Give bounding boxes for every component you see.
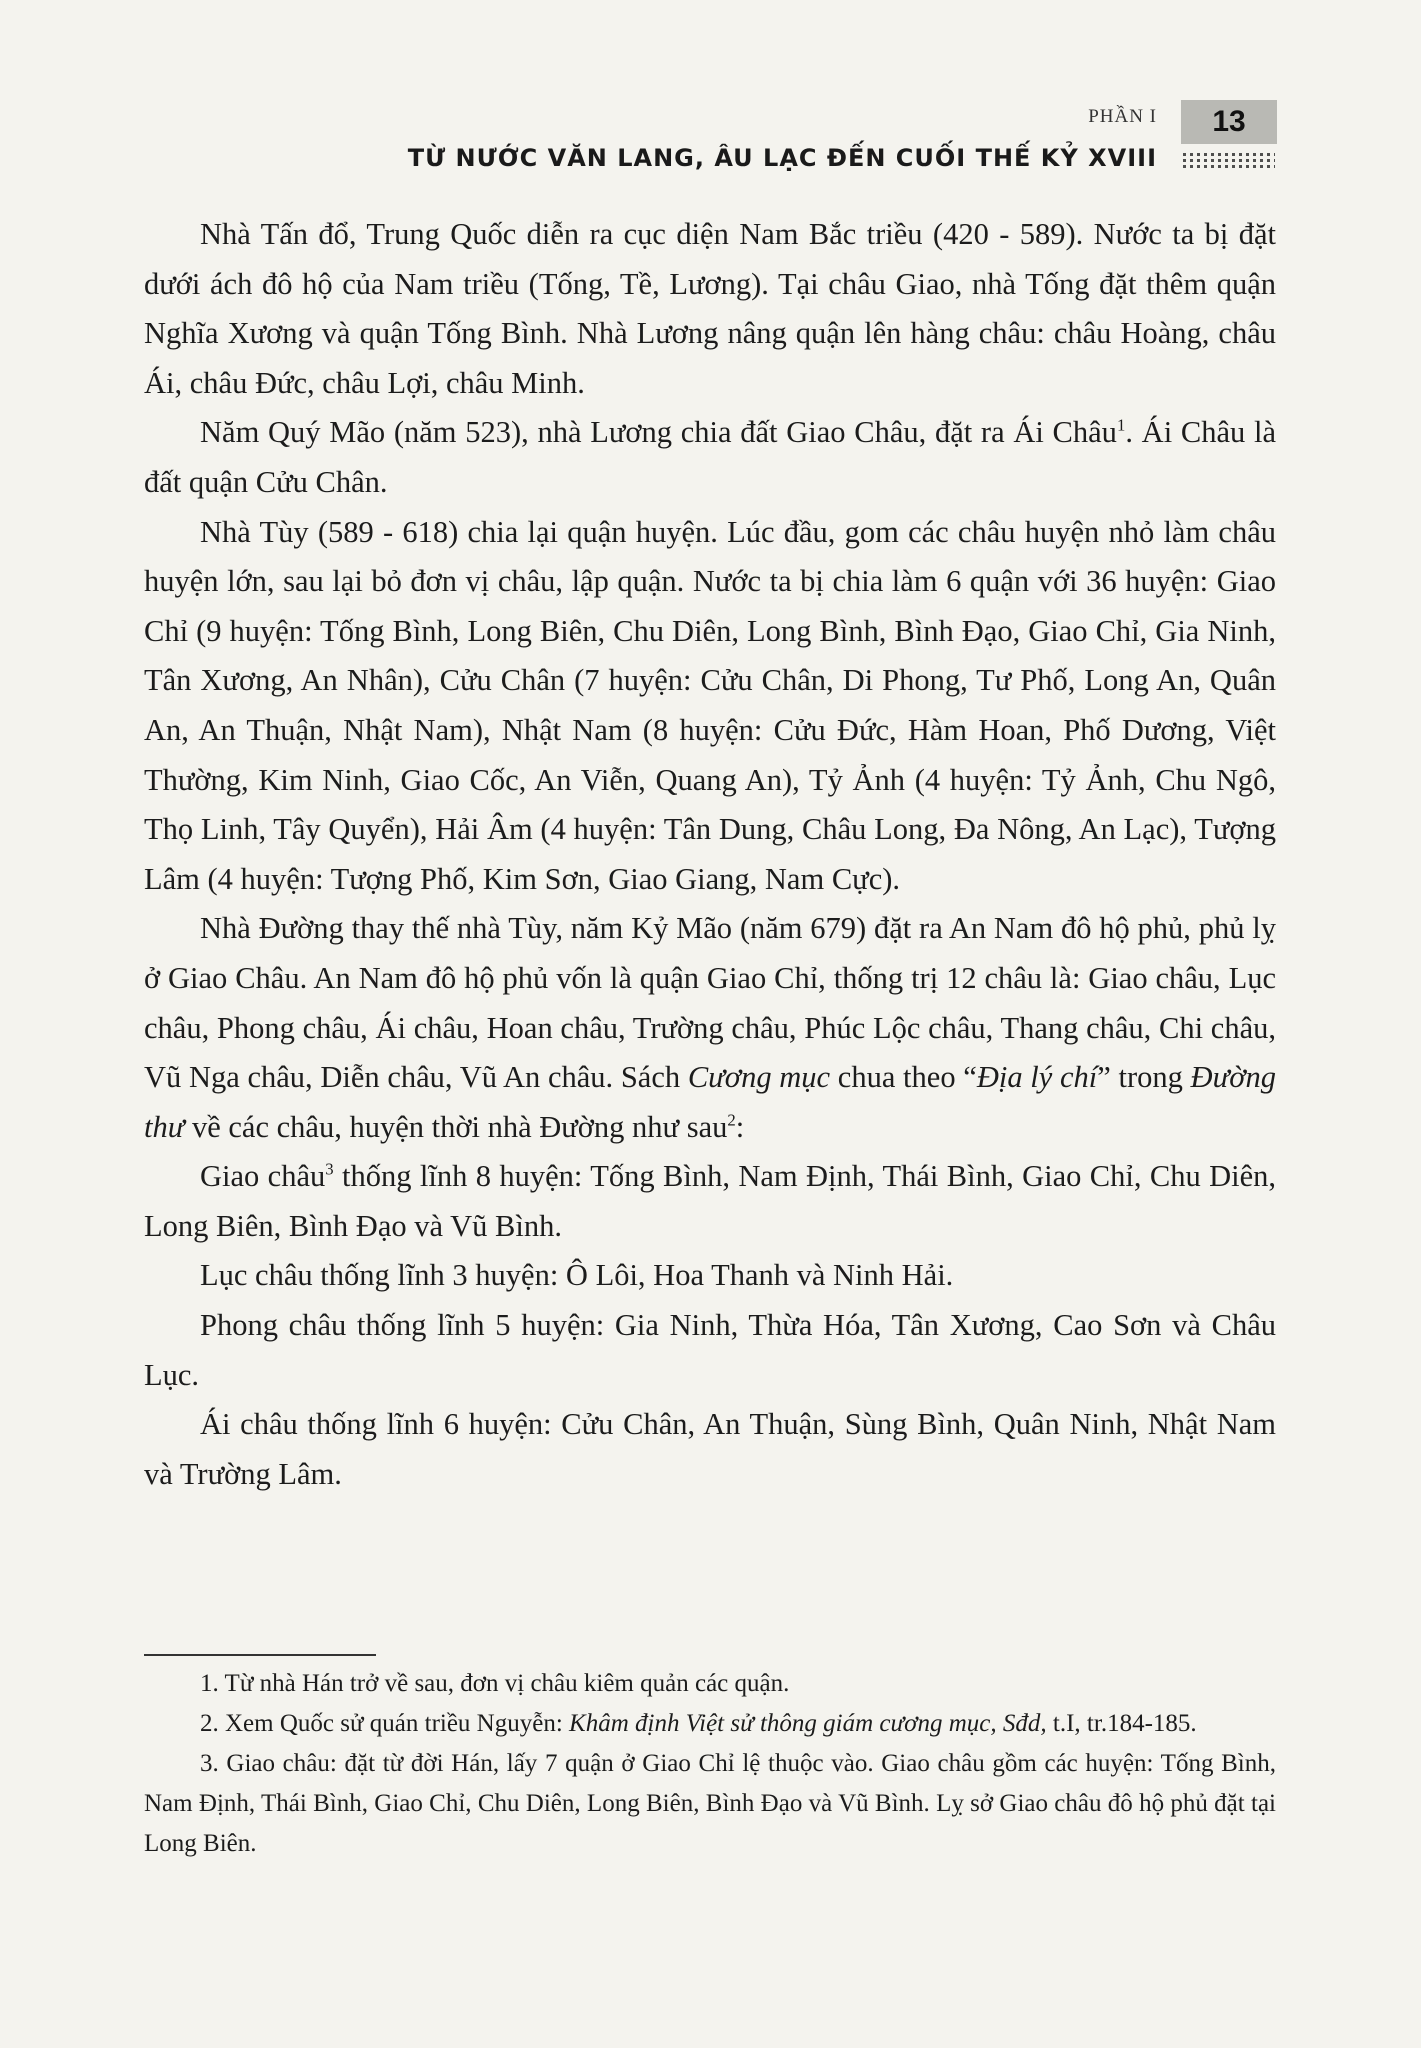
text-run: Giao châu (200, 1159, 326, 1194)
text-run: Năm Quý Mão (năm 523), nhà Lương chia đất Giao Châu, đặt ra Ái Châu (200, 415, 1117, 450)
footnote: 1. Từ nhà Hán trở về sau, đơn vị châu kiêm quản các quận. (200, 1670, 790, 1697)
paragraph: Lục châu thống lĩnh 3 huyện: Ô Lôi, Hoa Thanh và Ninh Hải. (200, 1258, 954, 1293)
main-text (144, 210, 1276, 1499)
running-header (277, 100, 1277, 180)
page-number: 13 (1181, 100, 1277, 144)
text-run: . Ái Châu là đất quận Cửu Chân. (144, 415, 1276, 499)
footnote-ref: 3 (325, 1159, 334, 1179)
text-run: Nhà Đường thay thế nhà Tùy, năm Kỷ Mão (năm 679) đặt ra An Nam đô hộ phủ, phủ lỵ ở Giao Châu. An Nam đô hộ phủ vốn là quận Giao Chỉ, thống trị 12 châu là: Giao châu, Lục châu, Phong châu, Ái châu, Hoan châu, Trường châu, Phúc Lộc châu, Thang châu, Chi châu, Vũ Nga châu, Diễn châu, Vũ An châu. Sách (144, 911, 1276, 1095)
italic-title: Cương mục (687, 1060, 831, 1095)
text-run: t.I, tr.184-185. (1046, 1710, 1197, 1737)
paragraph (144, 408, 1276, 507)
paragraph: Nhà Tùy (589 - 618) chia lại quận huyện. Lúc đầu, gom các châu huyện nhỏ làm châu huyện lớn, sau lại bỏ đơn vị châu, lập quận. Nước ta bị chia làm 6 quận với 36 huyện: Giao Chỉ (9 huyện: Tống Bình, Long Biên, Chu Diên, Long Bình, Bình Đạo, Giao Chỉ, Gia Ninh, Tân Xương, An Nhân), Cửu Chân (7 huyện: Cửu Chân, Di Phong, Tư Phố, Long An, Quân An, An Thuận, Nhật Nam), Nhật Nam (8 huyện: Cửu Đức, Hàm Hoan, Phố Dương, Việt Thường, Kim Ninh, Giao Cốc, An Viễn, Quang An), Tỷ Ảnh (4 huyện: Tỷ Ảnh, Chu Ngô, Thọ Linh, Tây Quyển), Hải Âm (4 huyện: Tân Dung, Châu Long, Đa Nông, An Lạc), Tượng Lâm (4 huyện: Tượng Phố, Kim Sơn, Giao Giang, Nam Cực). (144, 514, 1276, 896)
paragraph: Nhà Tấn đổ, Trung Quốc diễn ra cục diện Nam Bắc triều (420 - 589). Nước ta bị đặt dưới ách đô hộ của Nam triều (Tống, Tề, Lương). Tại châu Giao, nhà Tống đặt thêm quận Nghĩa Xương và quận Tống Bình. Nhà Lương nâng quận lên hàng châu: châu Hoàng, châu Ái, châu Đức, châu Lợi, châu Minh. (144, 217, 1276, 400)
paragraph (144, 904, 1276, 1152)
text-run: về các châu, huyện thời nhà Đường như sau (184, 1109, 728, 1144)
paragraph: Ái châu thống lĩnh 6 huyện: Cửu Chân, An Thuận, Sùng Bình, Quân Ninh, Nhật Nam và Trường Lâm. (144, 1407, 1276, 1491)
paragraph: Phong châu thống lĩnh 5 huyện: Gia Ninh, Thừa Hóa, Tân Xương, Cao Sơn và Châu Lục. (144, 1308, 1276, 1392)
italic-title: Khâm định Việt sử thông giám cương mục, Sđd, (569, 1710, 1047, 1737)
text-run: thống lĩnh 8 huyện: Tống Bình, Nam Định, Thái Bình, Giao Chỉ, Chu Diên, Long Biên, Bình Đạo và Vũ Bình. (144, 1159, 1276, 1243)
italic-title: Địa lý chí (976, 1060, 1098, 1095)
chapter-title: TỪ NƯỚC VĂN LANG, ÂU LẠC ĐẾN CUỐI THẾ KỶ XVIII (407, 144, 1157, 172)
footnote-divider (144, 1654, 376, 1656)
italic-title: Đường thư (144, 1060, 1276, 1144)
footnotes (144, 1664, 1276, 1864)
footnote-ref: 1 (1116, 415, 1126, 435)
footnote-ref: 2 (727, 1109, 736, 1129)
text-run: 2. Xem Quốc sử quán triều Nguyễn: (200, 1710, 570, 1737)
header-ornament (1183, 152, 1275, 168)
footnote: 3. Giao châu: đặt từ đời Hán, lấy 7 quận ở Giao Chỉ lệ thuộc vào. Giao châu gồm các huyện: Tống Bình, Nam Định, Thái Bình, Giao Chỉ, Chu Diên, Long Biên, Bình Đạo và Vũ Bình. Lỵ sở Giao châu đô hộ phủ đặt tại Long Biên. (144, 1750, 1276, 1857)
text-run: ” trong (1097, 1060, 1191, 1095)
part-label: PHẦN I (1088, 106, 1157, 127)
paragraph (144, 1152, 1276, 1251)
text-run: : (735, 1109, 745, 1144)
footnote (144, 1704, 1276, 1744)
text-run: chua theo “ (830, 1060, 977, 1095)
